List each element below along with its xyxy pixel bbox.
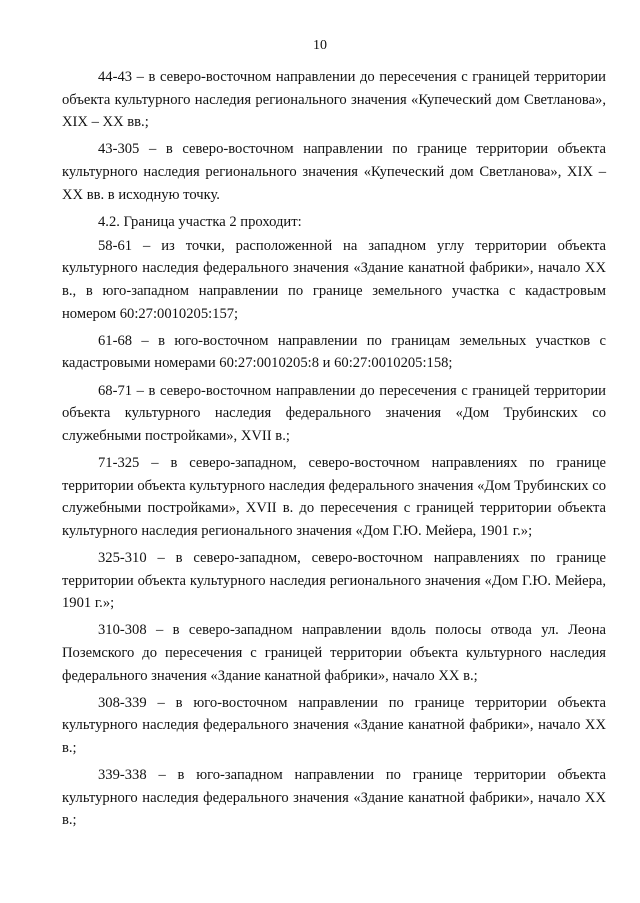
segment-text: – в юго-западном направлении по границе территории объекта культурного наследия федерального значения «Здание канатной фабрики», начало XX в.; [62, 767, 606, 829]
boundary-segment-71-325 [62, 452, 606, 542]
segment-code: 61-68 [98, 332, 133, 349]
segment-code: 68-71 [98, 382, 133, 399]
segment-text: – в юго-восточном направлении по границе территории объекта культурного наследия федерального значения «Здание канатной фабрики», начало XX в.; [62, 694, 606, 756]
page-number: 10 [313, 38, 327, 53]
segment-text: – в северо-восточном направлении до пересечения с границей территории объекта культурного наследия регионального значения «Купеческий дом Светланова», XIX – XX вв.; [62, 69, 606, 131]
segment-code: 71-325 [98, 454, 140, 471]
boundary-segment-325-310 [62, 547, 606, 615]
section-title: Граница участка 2 проходит: [119, 213, 302, 230]
section-heading-4-2 [62, 211, 606, 234]
segment-code: 339-338 [98, 767, 147, 784]
boundary-segment-68-71 [62, 380, 606, 448]
boundary-segment-310-308 [62, 619, 606, 687]
section-number: 4.2. [98, 213, 120, 230]
boundary-segment-58-61 [62, 235, 606, 325]
segment-text: – в северо-восточном направлении до пересечения с границей территории объекта культурного наследия федерального значения «Дом Трубинских со служебными постройками», XVII в.; [62, 382, 606, 444]
boundary-segment-339-338 [62, 764, 606, 832]
segment-text: – из точки, расположенной на западном углу территории объекта культурного наследия федерального значения «Здание канатной фабрики», начало XX в., в юго-западном направлении по границе земельного участка с кадастровым номером 60:27:0010205:157; [62, 237, 606, 322]
segment-code: 308-339 [98, 694, 147, 711]
boundary-segment-308-339 [62, 692, 606, 760]
segment-code: 310-308 [98, 622, 147, 639]
document-body [62, 66, 606, 832]
boundary-segment-43-305 [62, 138, 606, 206]
segment-text: – в северо-западном, северо-восточном направлениях по границе территории объекта культурного наследия регионального значения «Дом Г.Ю. Мейера, 1901 г.»; [62, 549, 606, 612]
segment-code: 325-310 [98, 549, 147, 566]
segment-text: – в юго-восточном направлении по границам земельных участков с кадастровыми номерами 60:27:0010205:8 и 60:27:0010205:158; [62, 332, 606, 372]
segment-text: – в северо-восточном направлении по границе территории объекта культурного наследия регионального значения «Купеческий дом Светланова», XIX – XX вв. в исходную точку. [62, 141, 606, 203]
segment-code: 43-305 [98, 141, 140, 158]
segment-code: 58-61 [98, 237, 133, 254]
boundary-segment-61-68 [62, 330, 606, 375]
segment-code: 44-43 [98, 69, 133, 85]
segment-text: – в северо-западном направлении вдоль полосы отвода ул. Леона Поземского до пересечения с границей территории объекта культурного наследия федерального значения «Здание канатной фабрики», начало XX в.; [62, 622, 606, 684]
segment-text: – в северо-западном, северо-восточном направлениях по границе территории объекта культурного наследия федерального значения «Дом Трубинских со служебными постройками», XVII в. до пересечения с границей территории объекта культурного наследия регионального значения «Дом Г.Ю. Мейера, 1901 г.»; [62, 454, 606, 539]
boundary-segment-44-43 [62, 66, 606, 134]
